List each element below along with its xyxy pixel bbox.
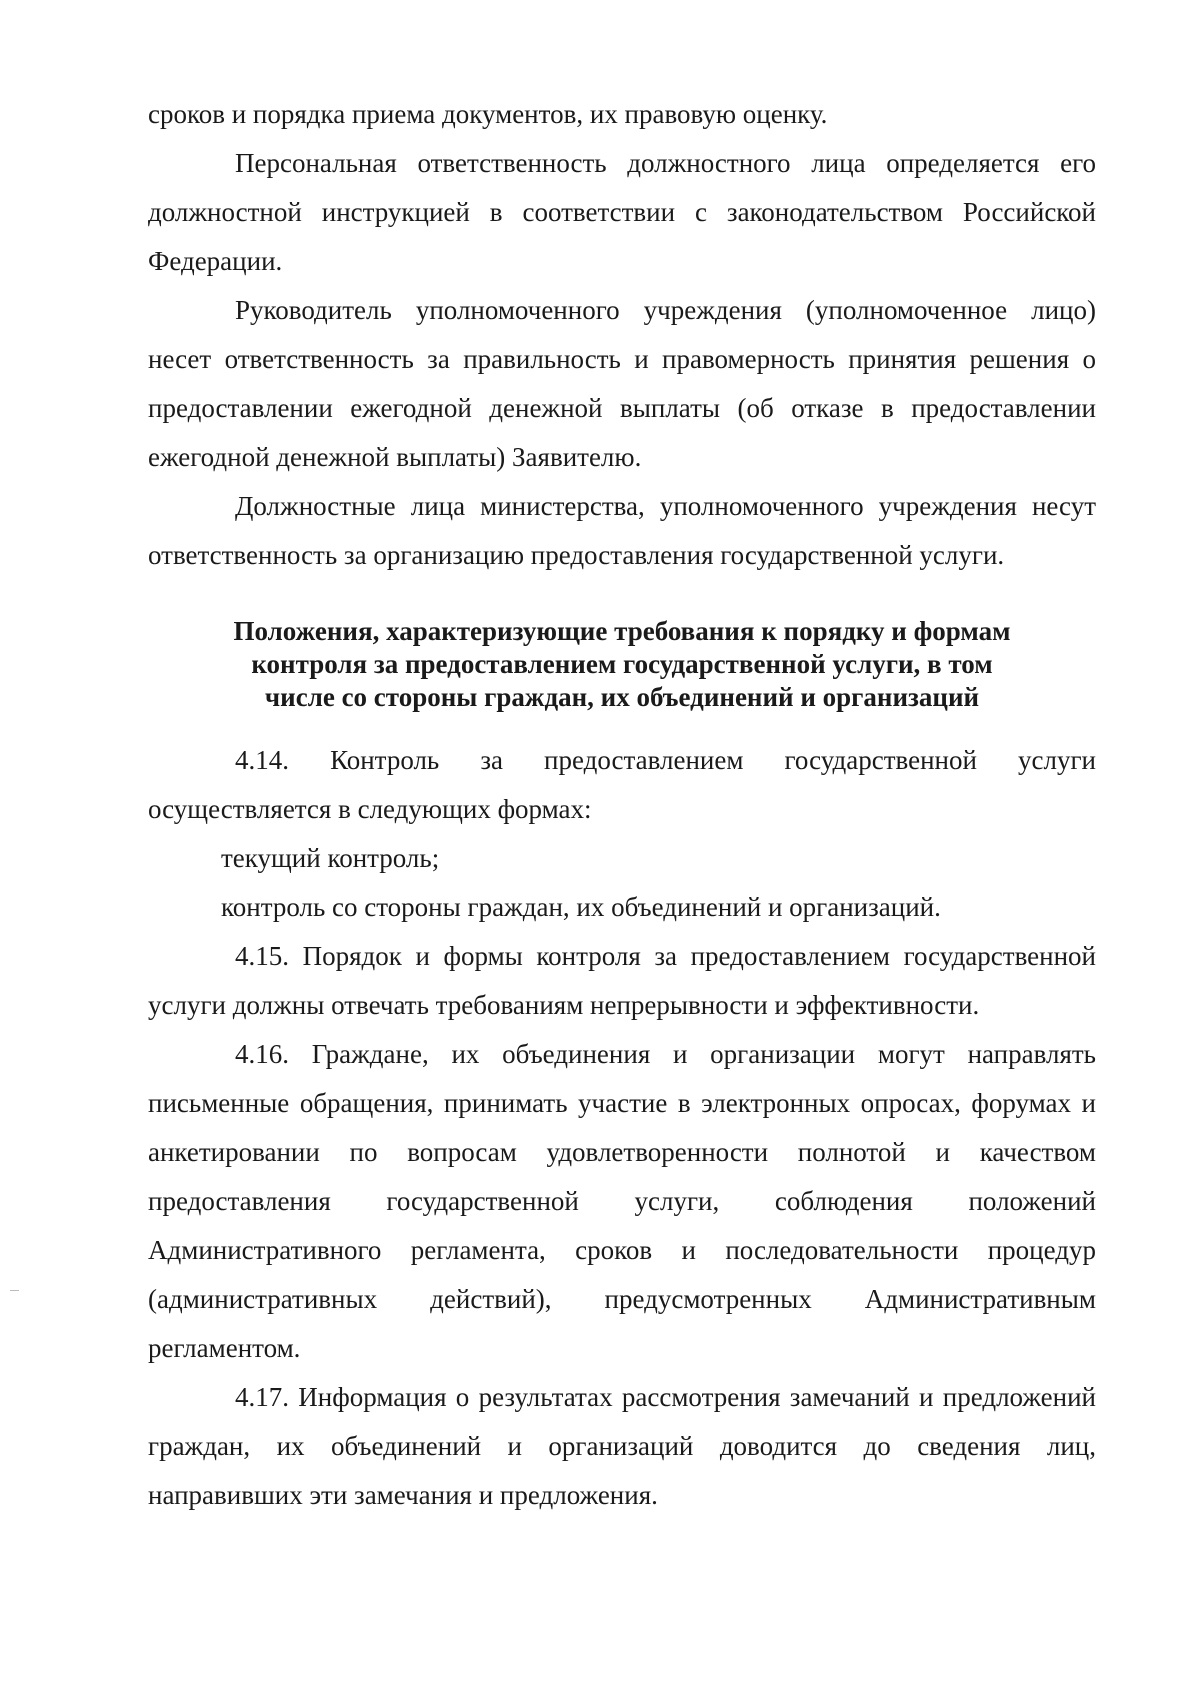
paragraph-4-16: 4.16. Граждане, их объединения и организации могут направлять письменные обращения, принимать участие в электронных опросах, форумах и анкетировании по вопросам удовлетворенности полнотой и качеством предоставления государственной услуги, соблюдения положений Административного регламента, сроков и последовательности процедур (административных действий), предусмотренных Административным регламентом. — [148, 1039, 1096, 1363]
top-text-section — [148, 90, 1096, 580]
paragraph-4-15: 4.15. Порядок и формы контроля за предоставлением государственной услуги должны отвечать требованиям непрерывности и эффективности. — [148, 941, 1096, 1020]
paragraph-personal-responsibility: Персональная ответственность должностного лица определяется его должностной инструкцией в соответствии с законодательством Российской Федерации. — [148, 148, 1096, 276]
list-item-citizens-control: контроль со стороны граждан, их объединений и организаций. — [221, 892, 941, 922]
section-heading-line-2: контроля за предоставлением государственной услуги, в том — [251, 649, 993, 679]
paragraph-officials-responsibility: Должностные лица министерства, уполномоченного учреждения несут ответственность за организацию предоставления государственной услуги. — [148, 491, 1096, 570]
paragraph-head-responsibility: Руководитель уполномоченного учреждения (уполномоченное лицо) несет ответственность за правильность и правомерность принятия решения о предоставлении ежегодной денежной выплаты (об отказе в предоставлении ежегодной денежной выплаты) Заявителю. — [148, 295, 1096, 472]
paragraph-4-17: 4.17. Информация о результатах рассмотрения замечаний и предложений граждан, их объединений и организаций доводится до сведения лиц, направивших эти замечания и предложения. — [148, 1382, 1096, 1510]
paragraph-4-14: 4.14. Контроль за предоставлением государственной услуги осуществляется в следующих формах: — [148, 745, 1096, 824]
section-heading-line-3: числе со стороны граждан, их объединений и организаций — [264, 682, 980, 712]
section-heading — [148, 615, 1096, 714]
list-item-current-control: текущий контроль; — [221, 843, 440, 873]
section-heading-line-1: Положения, характеризующие требования к порядку и формам — [233, 616, 1011, 646]
scan-margin-mark — [10, 1290, 19, 1291]
paragraph-continuation: сроков и порядка приема документов, их правовую оценку. — [148, 99, 828, 129]
body-text-section — [148, 736, 1096, 1520]
